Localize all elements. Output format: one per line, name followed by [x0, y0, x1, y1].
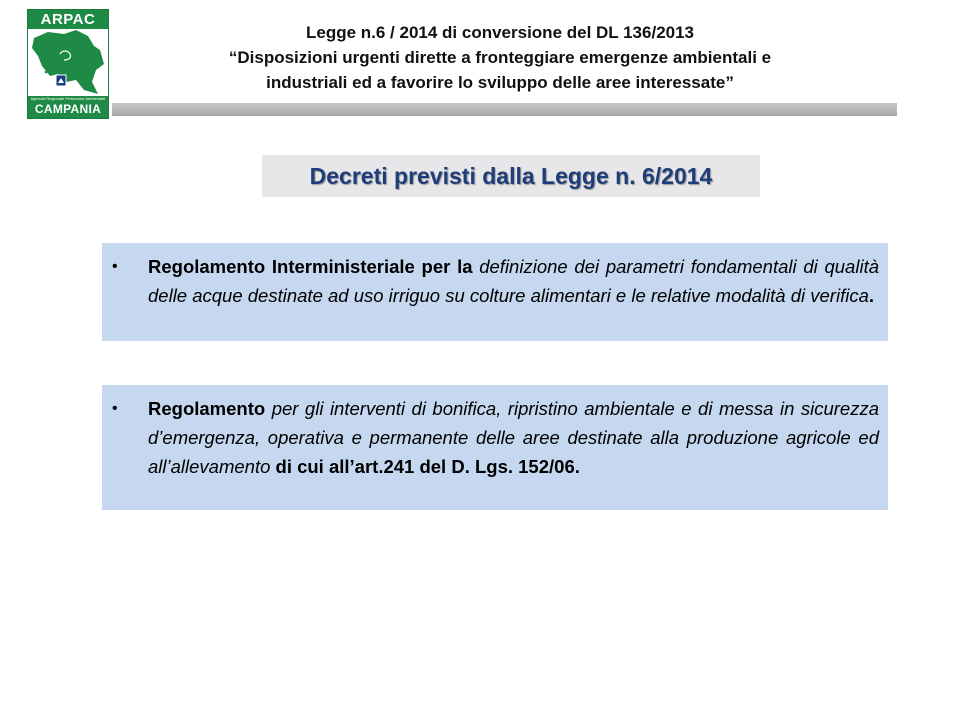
header-title	[140, 20, 860, 95]
logo-region: CAMPANIA	[34, 102, 102, 116]
decree-item-2-lead: Regolamento	[148, 398, 266, 419]
decree-item-1	[102, 243, 888, 341]
decree-item-1-tail: .	[868, 285, 874, 306]
section-heading: Decreti previsti dalla Legge n. 6/2014	[262, 155, 760, 197]
decree-item-1-lead: Regolamento Interministeriale per la	[148, 256, 473, 277]
header-title-line1: Legge n.6 / 2014 di conversione del DL 136/2013	[305, 23, 695, 42]
campania-map-icon	[30, 30, 106, 96]
decree-item-2-text	[148, 398, 879, 477]
logo-agency: Agenzia Regionale Protezione Ambientale	[30, 96, 106, 101]
decree-item-2-tail: di cui all’art.241 del D. Lgs. 152/06.	[270, 456, 580, 477]
decree-item-1-text	[148, 256, 879, 306]
logo-brand: ARPAC	[28, 10, 108, 29]
arpac-logo	[27, 9, 109, 119]
header-divider-bar	[112, 103, 897, 116]
decree-item-2-description: per gli interventi di bonifica, ripristino ambientale e di messa in sicurezza d’emergenza, operativa e permanente delle aree destinate alla produzione agricole ed all’allevamento	[148, 398, 879, 477]
bullet-icon: •	[112, 400, 118, 417]
logo-footer	[28, 96, 108, 118]
header-title-line2: “Disposizioni urgenti dirette a fronteggiare emergenze ambientali e	[228, 48, 772, 67]
bullet-icon: •	[112, 258, 118, 275]
decree-item-2	[102, 385, 888, 510]
decree-item-1-description: definizione dei parametri fondamentali di qualità delle acque destinate ad uso irriguo su colture alimentari e le relative modalità di verifica	[148, 256, 879, 306]
header-title-line3: industriali ed a favorire lo sviluppo delle aree interessate”	[266, 73, 734, 92]
